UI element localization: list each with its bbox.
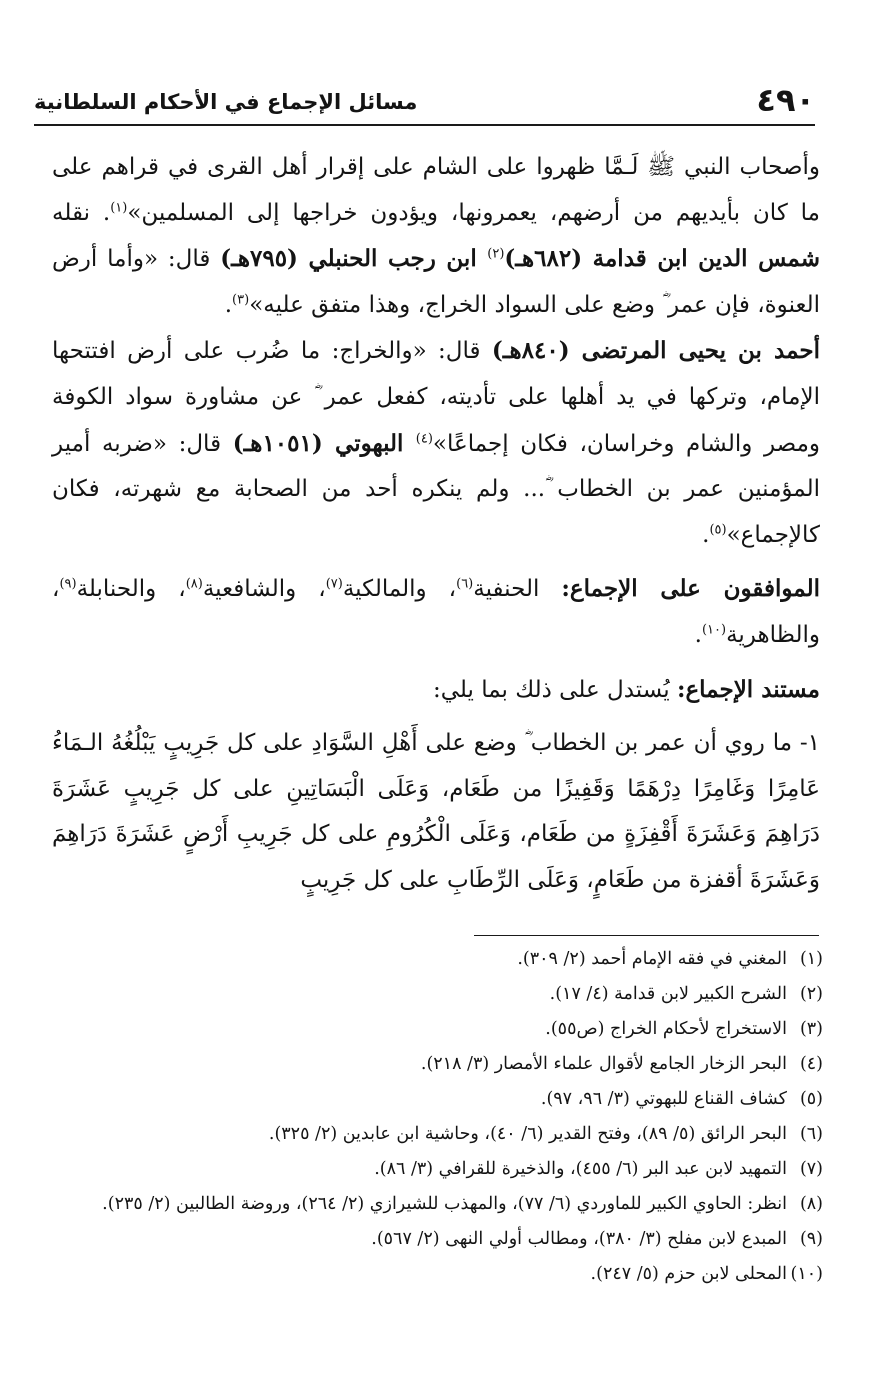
text-span: ، والحنابلة — [76, 576, 186, 603]
footnote-2 — [52, 977, 823, 1012]
footnote-ref: (٥) — [709, 522, 727, 538]
main-text — [52, 145, 820, 904]
paragraph-2 — [52, 328, 820, 558]
footnote-ref: (١) — [110, 199, 128, 215]
footnote-3 — [52, 1012, 823, 1047]
text-span: يُستدل على ذلك بما يلي: — [432, 676, 677, 703]
footnote-divider — [474, 935, 819, 936]
text-span: ، والظاهرية — [52, 576, 820, 648]
footnote-number: (٧) — [799, 1159, 823, 1179]
scholar-name: البهوتي (١٠٥١هـ) — [232, 429, 416, 457]
footnote-number: (١٠) — [790, 1264, 823, 1284]
running-title: مسائل الإجماع في الأحكام السلطانية — [34, 90, 418, 114]
footnote-5 — [52, 1082, 823, 1117]
text-span: قال: «ضربه أمير المؤمنين عمر بن الخطاب ؓ... ولم ينكره أحد من الصحابة مع شهرته، فكان كالإجماع» — [52, 430, 820, 548]
scholar-name: أحمد بن يحيى المرتضى (٨٤٠هـ) — [491, 337, 820, 365]
text-span: . — [694, 621, 702, 648]
footnote-text: المحلى لابن حزم (٥/ ٢٤٧). — [590, 1264, 787, 1284]
section-label: مستند الإجماع: — [676, 675, 820, 703]
text-span: قال: «والخراج: ما ضُرب على أرض افتتحها الإمام، وتركها في يد أهلها على تأديته، كفعل عمر ؓ عن مشاورة سواد الكوفة ومصر والشام وخراسان، فكان إجماعًا» — [52, 338, 821, 457]
paragraph-4 — [52, 667, 820, 714]
footnote-text: المبدع لابن مفلح (٣/ ٣٨٠)، ومطالب أولي النهى (٢/ ٥٦٧). — [371, 1229, 787, 1249]
text-span: وأصحاب النبي ﷺ لَـمَّا ظهروا على الشام على إقرار أهل القرى في قراهم على ما كان بأيديهم من أرضهم، يعمرونها، ويؤدون خراجها إلى المسلمين» — [52, 154, 820, 226]
footnote-number: (١) — [799, 949, 823, 969]
footnote-number: (٨) — [799, 1194, 823, 1214]
page-number: ٤٩٠ — [756, 81, 815, 119]
footnote-text: انظر: الحاوي الكبير للماوردي (٦/ ٧٧)، والمهذب للشيرازي (٢/ ٢٦٤)، وروضة الطالبين (٢/ ٢٣٥). — [102, 1194, 787, 1214]
footnote-number: (٤) — [799, 1054, 823, 1074]
footnote-10 — [52, 1257, 823, 1292]
footnote-ref: (٣) — [232, 292, 250, 308]
footnote-ref: (١٠) — [701, 622, 727, 638]
footnote-ref: (٦) — [456, 576, 474, 592]
footnote-4 — [52, 1047, 823, 1082]
text-span: قال: «وأما أرض العنوة، فإن عمر ؓ وضع على السواد الخراج، وهذا متفق عليه» — [52, 246, 820, 318]
text-span: الحنفية — [473, 576, 562, 603]
footnote-text: البحر الزخار الجامع لأقوال علماء الأمصار (٣/ ٢١٨). — [420, 1054, 787, 1074]
footnote-8 — [52, 1187, 823, 1222]
footnote-ref: (٩) — [59, 576, 77, 592]
footnote-text: المغني في فقه الإمام أحمد (٢/ ٣٠٩). — [517, 949, 787, 969]
text-span: ، والمالكية — [342, 576, 457, 603]
footnote-number: (٥) — [799, 1089, 823, 1109]
footnote-text: التمهيد لابن عبد البر (٦/ ٤٥٥)، والذخيرة للقرافي (٣/ ٨٦). — [374, 1159, 787, 1179]
footnote-ref: (٤) — [415, 430, 433, 446]
footnote-text: الشرح الكبير لابن قدامة (٤/ ١٧). — [549, 984, 787, 1004]
paragraph-1 — [52, 145, 820, 328]
footnote-text: البحر الرائق (٥/ ٨٩)، وفتح القدير (٦/ ٤٠)، وحاشية ابن عابدين (٢/ ٣٢٥). — [268, 1124, 787, 1144]
scholar-name: ابن رجب الحنبلي (٧٩٥هـ) — [220, 245, 488, 273]
scholar-name: شمس الدين ابن قدامة (٦٨٢هـ) — [504, 245, 820, 273]
text-span: . — [702, 521, 710, 548]
footnote-number: (٦) — [799, 1124, 823, 1144]
footnote-ref: (٨) — [185, 576, 203, 592]
footnote-text: كشاف القناع للبهوتي (٣/ ٩٦، ٩٧). — [540, 1089, 787, 1109]
footnote-ref: (٧) — [325, 576, 343, 592]
footnote-number: (٢) — [799, 984, 823, 1004]
footnote-7 — [52, 1152, 823, 1187]
footnotes — [52, 942, 823, 1292]
footnote-6 — [52, 1117, 823, 1152]
page-header — [34, 78, 815, 126]
footnote-9 — [52, 1222, 823, 1257]
paragraph-3 — [52, 566, 820, 658]
footnote-text: الاستخراج لأحكام الخراج (ص٥٥). — [545, 1019, 787, 1039]
footnote-ref: (٢) — [487, 246, 505, 262]
text-span: . نقله — [52, 199, 111, 226]
footnote-number: (٩) — [799, 1229, 823, 1249]
text-span: ١- ما روي أن عمر بن الخطاب ؓ وضع على أَهْلِ السَّوَادِ على كل جَرِيبٍ يَبْلُغُهُ الـمَاءُ عَامِرًا وَغَامِرًا دِرْهَمًا وَقَفِيزًا من طَعَام، وَعَلَى الْبَسَاتِينِ على كل جَرِيبٍ عَشَرَةَ دَرَاهِمَ وَعَشَرَةَ أَقْفِزَةٍ من طَعَام، وَعَلَى الْكُرُومِ على كل جَرِيبِ أَرْضٍ عَشَرَةَ دَرَاهِمَ وَعَشَرَةَ أقفزة من طَعَامٍ، وَعَلَى الرِّطَابِ على كل جَرِيبٍ — [52, 730, 820, 893]
section-label: الموافقون على الإجماع: — [561, 575, 820, 603]
text-span: ، والشافعية — [202, 576, 326, 603]
paragraph-5 — [52, 721, 820, 903]
footnote-number: (٣) — [799, 1019, 823, 1039]
text-span: . — [224, 291, 233, 318]
footnote-1 — [52, 942, 823, 977]
